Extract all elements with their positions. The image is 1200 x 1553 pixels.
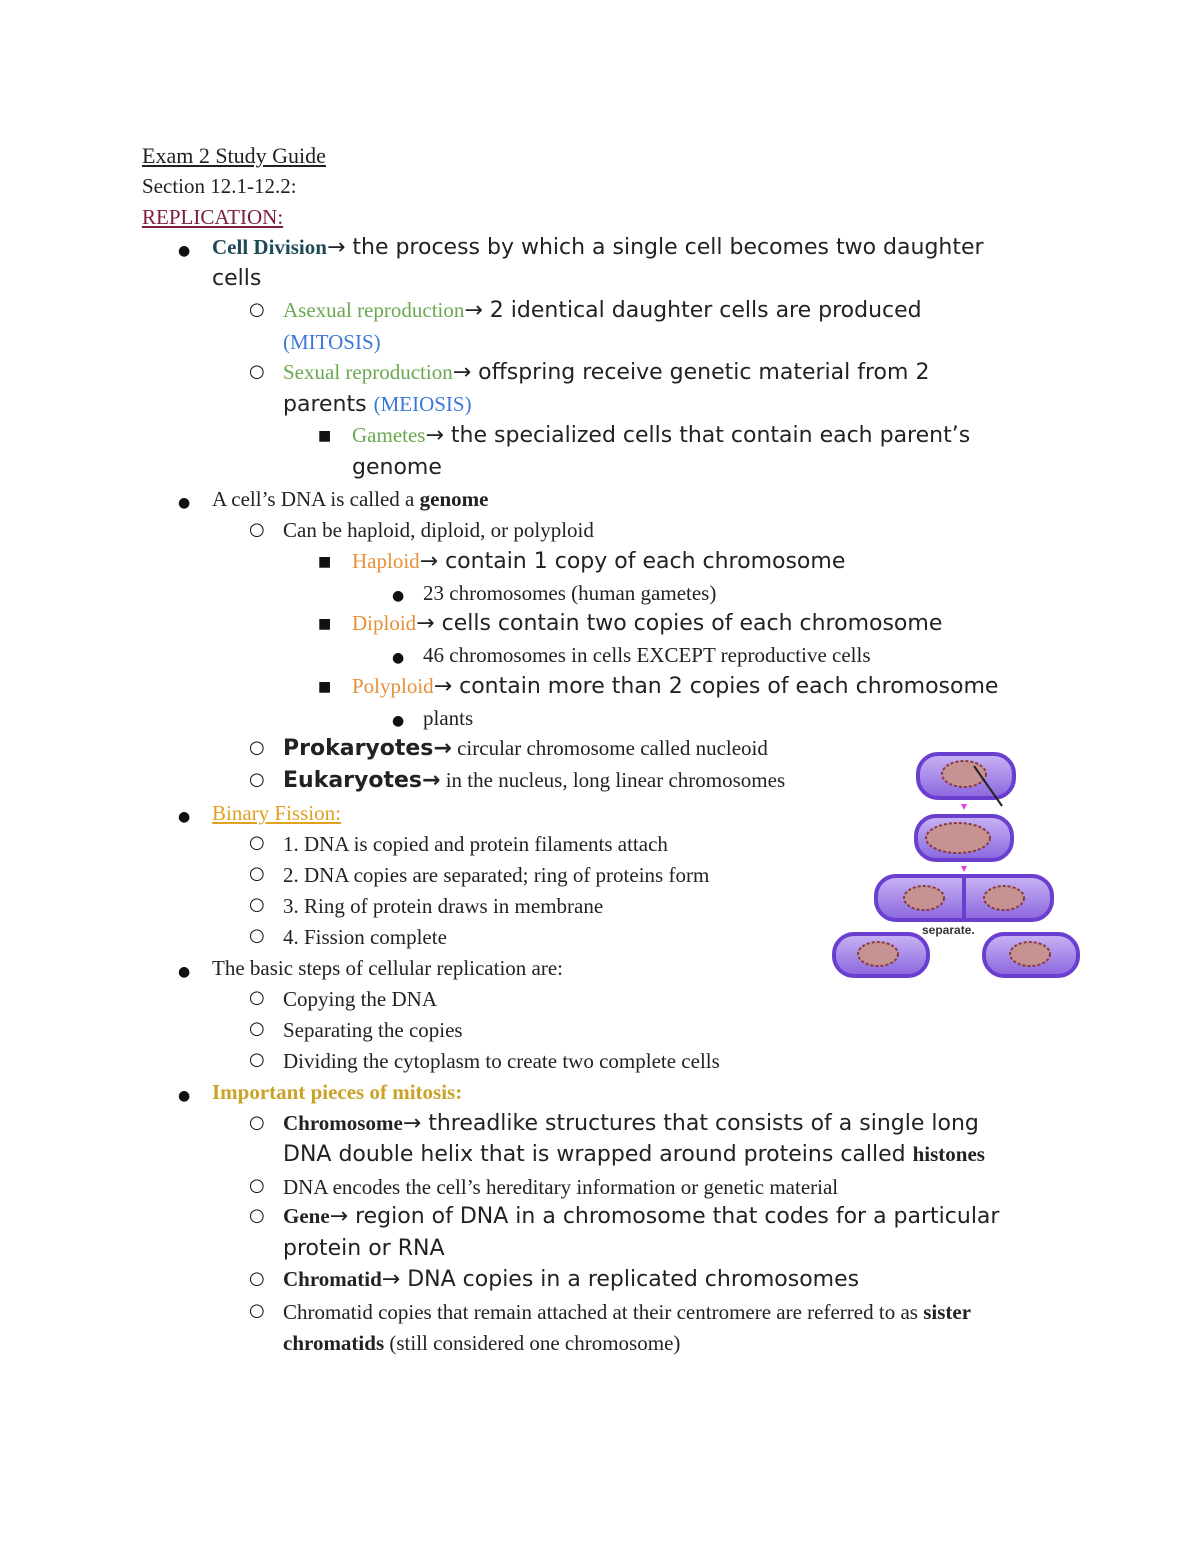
mitosis-paren: (MITOSIS) [283, 330, 381, 354]
ploidy-line: Can be haploid, diploid, or polyploid [283, 518, 594, 542]
binary-fission-heading: Binary Fission: [212, 801, 341, 825]
cell-division-term: Cell Division [212, 235, 327, 259]
polyploid-item [352, 674, 998, 699]
sister-item [283, 1300, 971, 1325]
chromatid-item [283, 1267, 859, 1292]
basic-steps-intro: The basic steps of cellular replication are: [212, 956, 564, 980]
chromatids-term: chromatids [283, 1331, 385, 1355]
sister-text-cont: (still considered one chromosome) [384, 1331, 681, 1355]
genome-term: genome [419, 487, 489, 511]
genome-item [212, 487, 488, 512]
chromosome-term: Chromosome [283, 1111, 403, 1135]
chromosome-def-cont [283, 1142, 985, 1167]
polyploid-sub: plants [423, 706, 474, 730]
gene-item [283, 1204, 999, 1229]
bullet-circle-icon: ○ [249, 1018, 265, 1039]
bullet-circle-icon: ○ [249, 894, 265, 915]
eukaryotes-term: Eukaryotes [283, 768, 423, 793]
bullet-dot-icon: ● [178, 243, 191, 259]
arrow-icon [961, 866, 967, 872]
asexual-item [283, 298, 922, 323]
bullet-dot-icon: ● [178, 1088, 191, 1104]
diploid-def: cells contain two copies of each chromosome [434, 611, 943, 636]
sister-term: sister [923, 1300, 972, 1324]
bullet-circle-icon: ○ [249, 519, 265, 540]
bullet-circle-icon: ○ [249, 1112, 265, 1133]
mitosis-heading: Important pieces of mitosis: [212, 1080, 463, 1104]
arrow: → [326, 235, 346, 260]
arrow: → [464, 298, 483, 323]
bullet-dot-icon: ● [178, 964, 191, 980]
sister-item-cont [283, 1331, 680, 1356]
arrow: → [425, 423, 444, 448]
gene-def: region of DNA in a chromosome that codes for a particular [348, 1204, 1000, 1229]
gene-def-cont: protein or RNA [283, 1236, 445, 1261]
bullet-circle-icon: ○ [249, 1049, 265, 1070]
haploid-def: contain 1 copy of each chromosome [438, 549, 846, 574]
sexual-term: Sexual reproduction [283, 360, 453, 384]
sexual-item [283, 360, 929, 385]
arrow: → [452, 360, 472, 385]
bullet-circle-icon: ○ [249, 987, 265, 1008]
figure-label: separate. [922, 923, 975, 937]
bullet-dot-icon: ● [392, 713, 405, 729]
asexual-term: Asexual reproduction [283, 298, 465, 322]
cell-stage-2 [916, 816, 1012, 860]
bullet-square-icon: ■ [318, 554, 332, 570]
bullet-circle-icon: ○ [249, 1175, 265, 1196]
prokaryotes-def: circular chromosome called nucleoid [451, 736, 768, 760]
arrow: → [329, 1204, 349, 1229]
haploid-sub: 23 chromosomes (human gametes) [423, 581, 717, 605]
chromosome-def: threadlike structures that consists of a single long [421, 1111, 979, 1136]
diploid-term: Diploid [352, 611, 417, 635]
asexual-def: 2 identical daughter cells are produced [482, 298, 922, 323]
eukaryotes-item [283, 768, 785, 793]
basic-step: Dividing the cytoplasm to create two complete cells [283, 1049, 720, 1073]
diploid-item [352, 611, 942, 636]
prokaryotes-term: Prokaryotes [283, 736, 434, 761]
haploid-item [352, 549, 845, 574]
cell-stage-4-left [834, 934, 928, 976]
replication-heading: REPLICATION: [142, 205, 284, 229]
bullet-square-icon: ■ [318, 679, 332, 695]
cell-stage-4-right [984, 934, 1078, 976]
bullet-circle-icon: ○ [249, 925, 265, 946]
gametes-item [352, 423, 970, 448]
bullet-circle-icon: ○ [249, 863, 265, 884]
histones-term: histones [912, 1142, 985, 1166]
bullet-circle-icon: ○ [249, 1300, 265, 1321]
cell-division-item [212, 235, 984, 260]
section-label: Section 12.1-12.2: [142, 174, 297, 198]
dna-line: DNA encodes the cell’s hereditary information or genetic material [283, 1175, 839, 1199]
arrow: → [381, 1267, 401, 1292]
bullet-dot-icon: ● [178, 495, 191, 511]
gene-term: Gene [283, 1204, 330, 1228]
bullet-square-icon: ■ [318, 616, 332, 632]
arrow: → [433, 674, 453, 699]
genome-text: A cell’s DNA is called a [212, 487, 420, 511]
bullet-circle-icon: ○ [249, 832, 265, 853]
bullet-circle-icon: ○ [249, 737, 265, 758]
chromatid-term: Chromatid [283, 1267, 382, 1291]
cell-stage-3 [876, 876, 1052, 920]
arrow: → [402, 1111, 422, 1136]
meiosis-paren: (MEIOSIS) [373, 392, 472, 416]
cell-stage-1 [918, 754, 1014, 806]
gametes-term: Gametes [352, 423, 426, 447]
fission-step: 1. DNA is copied and protein filaments attach [283, 832, 668, 856]
sexual-def-cont [283, 392, 472, 417]
sister-text: Chromatid copies that remain attached at their centromere are referred to as [283, 1300, 924, 1324]
arrow: → [433, 736, 452, 761]
arrow-icon [961, 804, 967, 810]
diploid-sub: 46 chromosomes in cells EXCEPT reproductive cells [423, 643, 871, 667]
bullet-circle-icon: ○ [249, 1205, 265, 1226]
sexual-def-cont-text: parents [283, 392, 374, 417]
chromosome-def-cont-text: DNA double helix that is wrapped around proteins called [283, 1142, 913, 1167]
arrow: → [419, 549, 439, 574]
arrow: → [422, 768, 441, 793]
bullet-circle-icon: ○ [249, 769, 265, 790]
fission-step: 2. DNA copies are separated; ring of proteins form [283, 863, 710, 887]
chromatid-def: DNA copies in a replicated chromosomes [400, 1267, 860, 1292]
chromosome-item [283, 1111, 979, 1136]
bullet-dot-icon: ● [392, 650, 405, 666]
bullet-dot-icon: ● [178, 809, 191, 825]
basic-step: Copying the DNA [283, 987, 437, 1011]
fission-step: 4. Fission complete [283, 925, 447, 949]
cell-division-def: the process by which a single cell becomes two daughter [345, 235, 984, 260]
eukaryotes-def: in the nucleus, long linear chromosomes [440, 768, 786, 792]
haploid-term: Haploid [352, 549, 420, 573]
fission-step: 3. Ring of protein draws in membrane [283, 894, 604, 918]
arrow: → [416, 611, 435, 636]
sexual-def: offspring receive genetic material from 2 [471, 360, 930, 385]
doc-title: Exam 2 Study Guide [142, 143, 326, 168]
basic-step: Separating the copies [283, 1018, 463, 1042]
binary-fission-figure [828, 748, 1084, 984]
polyploid-term: Polyploid [352, 674, 434, 698]
prokaryotes-item [283, 736, 768, 761]
bullet-square-icon: ■ [318, 428, 332, 444]
cell-division-def-cont: cells [212, 266, 262, 291]
polyploid-def: contain more than 2 copies of each chromosome [452, 674, 999, 699]
bullet-circle-icon: ○ [249, 1268, 265, 1289]
bullet-circle-icon: ○ [249, 361, 265, 382]
gametes-def-cont: genome [352, 455, 442, 480]
bullet-circle-icon: ○ [249, 299, 265, 320]
gametes-def: the specialized cells that contain each parent’s [443, 423, 971, 448]
bullet-dot-icon: ● [392, 588, 405, 604]
